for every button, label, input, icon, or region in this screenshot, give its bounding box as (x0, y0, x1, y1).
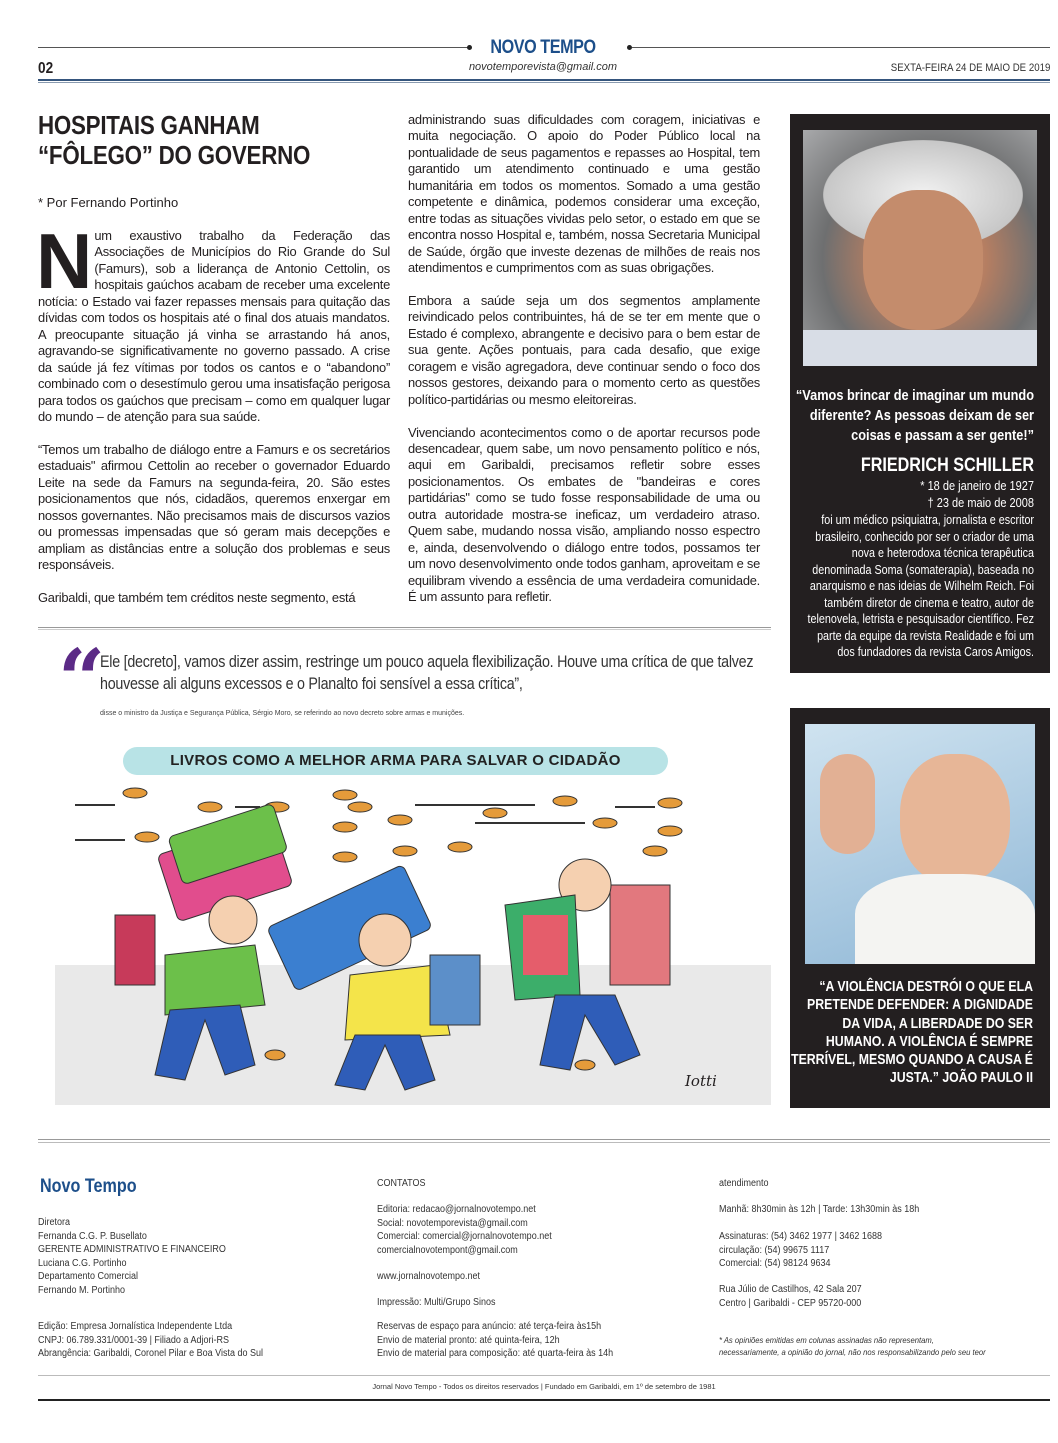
footer-brand: Novo Tempo (40, 1176, 137, 1197)
pull-quote: Ele [decreto], vamos dizer assim, restringe um pouco aquela flexibilização. Houve uma crítica de que talvez houvesse ali alguns excessos e o Planalto foi sensível a essa crítica”, (100, 652, 754, 693)
cartoon (55, 735, 771, 1105)
copyright: Jornal Novo Tempo - Todos os direitos reservados | Fundado em Garibaldi, em 1º de setembro de 1981 (372, 1382, 716, 1391)
company-line: Edição: Empresa Jornalística Independente Ltda (38, 1321, 233, 1332)
robe-shape (855, 874, 1035, 964)
contacts-list (377, 1203, 552, 1257)
pope-photo (805, 724, 1035, 964)
birth-date: * 18 de janeiro de 1927 (920, 479, 1034, 493)
deadlines (377, 1320, 613, 1361)
footer-divider (38, 1139, 1050, 1143)
address-line: Rua Júlio de Castilhos, 42 Sala 207 (719, 1284, 862, 1295)
byline: * Por Fernando Portinho (38, 195, 179, 210)
disclaimer-line: necessariamente, a opinião do jornal, não nos responsabilizando pelo seu teor (719, 1347, 986, 1357)
quote-box-schiller (790, 114, 1050, 673)
printing-info: Impressão: Multi/Grupo Sinos (377, 1297, 496, 1308)
paragraph: administrando suas dificuldades com coragem, iniciativas e muita negociação. O apoio do Poder Público local na pontualidade de seus pagamentos e repasses ao Hospital, tem garantido um atendimento continuado e uma gestão humanitária em todos os momentos. Somado a uma gestão competente e dinâmica, podemos considerar uma exceção, entre todas as situações vividas pelo setor, o estado em que se encontra nosso Hospital e, também, nossa Secretaria Municipal de Saúde, órgão que investe dezenas de milhões de reais nos atendimentos e cumprimentos com as suas obrigações. (408, 112, 760, 276)
staff-line: Fernando M. Portinho (38, 1284, 126, 1296)
phone-line: circulação: (54) 99675 1117 (719, 1244, 830, 1256)
headline-line: HOSPITAIS GANHAM (38, 110, 260, 140)
cartoon-title: LIVROS COMO A MELHOR ARMA PARA SALVAR O CIDADÃO (123, 747, 668, 775)
header-rule-left (38, 47, 468, 48)
section-divider (38, 627, 771, 630)
phone-line: Assinaturas: (54) 3462 1977 | 3462 1688 (719, 1231, 882, 1242)
shirt-shape (803, 330, 1037, 366)
page-number: 02 (38, 60, 54, 77)
address-line: Centro | Garibaldi - CEP 95720-000 (719, 1297, 862, 1309)
face-shape (900, 754, 1010, 884)
contact-line[interactable]: Editoria: redacao@jornalnovotempo.net (377, 1204, 536, 1215)
staff-line: Diretora (38, 1217, 71, 1228)
article-column-2 (408, 112, 760, 622)
schiller-quote: “Vamos brincar de imaginar um mundo diferente? As pessoas deixam de ser coisas e passam a ser gente!” (795, 387, 1034, 444)
header-email[interactable]: novotemporevista@gmail.com (468, 61, 618, 73)
paragraph: um exaustivo trabalho da Federação das Associações de Municípios do Rio Grande do Sul (Famurs), sob a liderança de Antonio Cettolin, os hospitais gaúchos acabam de receber uma excelente notícia: o Estado vai fazer repasses mensais para quitação das dívidas com todos os hospitais até o final dos atuais mandatos. A preocupante situação já vinha se arrastando há anos, agravando-se significativamente no governo passado. A crise da saúde já fez vítimas por todos os cantos e o “abandono” combinado com o desestímulo gerou uma insatisfação perigosa para todos os gaúchos que precisam – como em qualquer lugar do mundo – de atenção para sua saúde. (38, 228, 390, 424)
company-line: Abrangência: Garibaldi, Coronel Pilar e Boa Vista do Sul (38, 1348, 263, 1359)
quote-mark-icon: “ (58, 632, 96, 728)
paragraph: Embora a saúde seja um dos segmentos amplamente reivindicado pelos contribuintes, há de se ter em mente que o Estado é complexo, abrangente e decisivo para o bem estar de sua gente. Ações pontuais, para cada desafio, que exige coragem e visão agregadora, deve continuar sendo o foco dos nossos gestores, deixando para o momento certo as questões político-partidárias ou mesmo eleitoreiras. (408, 292, 760, 407)
death-date: † 23 de maio de 2008 (927, 496, 1034, 510)
paragraph: Vivenciando acontecimentos como o de aportar recursos pode desencadear, quem sabe, um novo pensamento político e nós, aqui em Garibaldi, precisamos refletir sobre esses posicionamentos. Os embates de "bandeiras e cores partidárias" como se tudo fosse responsabilidade de uma ou outra autoridade mostra-se ineficaz, um verdadeiro atraso. Quem sabe, mudando nossa visão, ampliando nosso espectro e, ainda, desenvolvendo o diálogo entre todos, possamos ter um novo desenvolvimento onde todos ganham, aproveitam e se equilibram vivendo a essência de uma verdadeira comunidade. É um assunto para refletir. (408, 424, 760, 605)
quote-box-pope (790, 708, 1050, 1108)
disclaimer (719, 1334, 986, 1358)
person-name: FRIEDRICH SCHILLER (860, 455, 1034, 476)
article-column-1 (36, 217, 390, 623)
address (719, 1283, 862, 1310)
footer-rule (38, 1375, 1050, 1376)
staff-line: Luciana C.G. Portinho (38, 1257, 127, 1269)
deadline-line: Reservas de espaço para anúncio: até terça-feira às15h (377, 1321, 602, 1332)
website-link[interactable]: www.jornalnovotempo.net (377, 1271, 481, 1282)
company-line: CNPJ: 06.789.331/0001-39 | Filiado a Adjori-RS (38, 1334, 229, 1346)
paragraph: “Temos um trabalho de diálogo entre a Famurs e os secretários estaduais" afirmou Cettolin ao receber o governador Eduardo Leite na sede da Famurs na segunda-feira, 20. São estes posicionamentos que nós, cidadãos, queremos enxergar em nossos governantes. Não precisamos mais de discursos vazios ou promessas impensadas que só geram mais decepções e ampliam as distâncias entre a solução dos problemas e seus responsáveis. (38, 441, 390, 573)
article-headline (38, 110, 348, 170)
deadline-line: Envio de material pronto: até quinta-feira, 12h (377, 1334, 560, 1346)
hours: Manhã: 8h30min às 12h | Tarde: 13h30min às 18h (719, 1204, 920, 1215)
portrait-photo (803, 130, 1037, 366)
phone-line: Comercial: (54) 98124 9634 (719, 1258, 831, 1269)
header-dot (467, 45, 472, 50)
staff-line: GERENTE ADMINISTRATIVO E FINANCEIRO (38, 1244, 226, 1255)
contacts-title: CONTATOS (377, 1178, 426, 1189)
company-info (38, 1320, 263, 1361)
contact-line[interactable]: Social: novotemporevista@gmail.com (377, 1217, 528, 1229)
disclaimer-line: * As opiniões emitidas em colunas assinadas não representam, (719, 1335, 934, 1345)
issue-date: SEXTA-FEIRA 24 DE MAIO DE 2019 (890, 62, 1050, 74)
biography: foi um médico psiquiatra, jornalista e escritor brasileiro, conhecido por ser o criador de uma nova e heterodoxa técnica terapêutica denominada Soma (somaterapia), baseada no anarquismo e nas ideias de Wilhelm Reich. Foi também diretor de cinema e teatro, autor de telenovela, letrista e pesquisador científico. Fez parte da equipe da revista Realidade e foi um dos fundadores da revista Caros Amigos. (807, 513, 1034, 659)
contact-line[interactable]: Comercial: comercial@jornalnovotempo.net (377, 1231, 552, 1242)
bottom-rule (38, 1399, 1050, 1401)
hand-shape (820, 754, 875, 854)
drop-cap: N (36, 217, 89, 305)
hours-title: atendimento (719, 1178, 769, 1189)
header-rule-right (632, 47, 1050, 48)
contact-line[interactable]: comercialnovotempont@gmail.com (377, 1244, 518, 1256)
headline-line: “FÔLEGO” DO GOVERNO (38, 140, 311, 170)
pope-quote: “A VIOLÊNCIA DESTRÓI O QUE ELA PRETENDE DEFENDER: A DIGNIDADE DA VIDA, A LIBERDADE DO SER HUMANO. A VIOLÊNCIA É SEMPRE TERRÍVEL, MESMO QUANDO A CAUSA É JUSTA.” JOÃO PAULO II (791, 978, 1033, 1087)
staff-list (38, 1216, 226, 1297)
deadline-line: Envio de material para composição: até quarta-feira às 14h (377, 1348, 614, 1359)
cartoon-signature: Iotti (685, 1072, 717, 1090)
phones (719, 1230, 882, 1271)
pull-quote-source: disse o ministro da Justiça e Segurança Pública, Sérgio Moro, se referindo ao novo decreto sobre armas e munições. (100, 710, 465, 717)
paragraph: Garibaldi, que também tem créditos neste segmento, está (38, 589, 356, 605)
header-divider (38, 79, 1050, 83)
staff-line: Departamento Comercial (38, 1271, 139, 1282)
cartoon-illustration (55, 735, 771, 1105)
staff-line: Fernanda C.G. P. Busellato (38, 1230, 147, 1242)
face-shape (863, 190, 983, 330)
masthead: NOVO TEMPO (490, 37, 596, 58)
